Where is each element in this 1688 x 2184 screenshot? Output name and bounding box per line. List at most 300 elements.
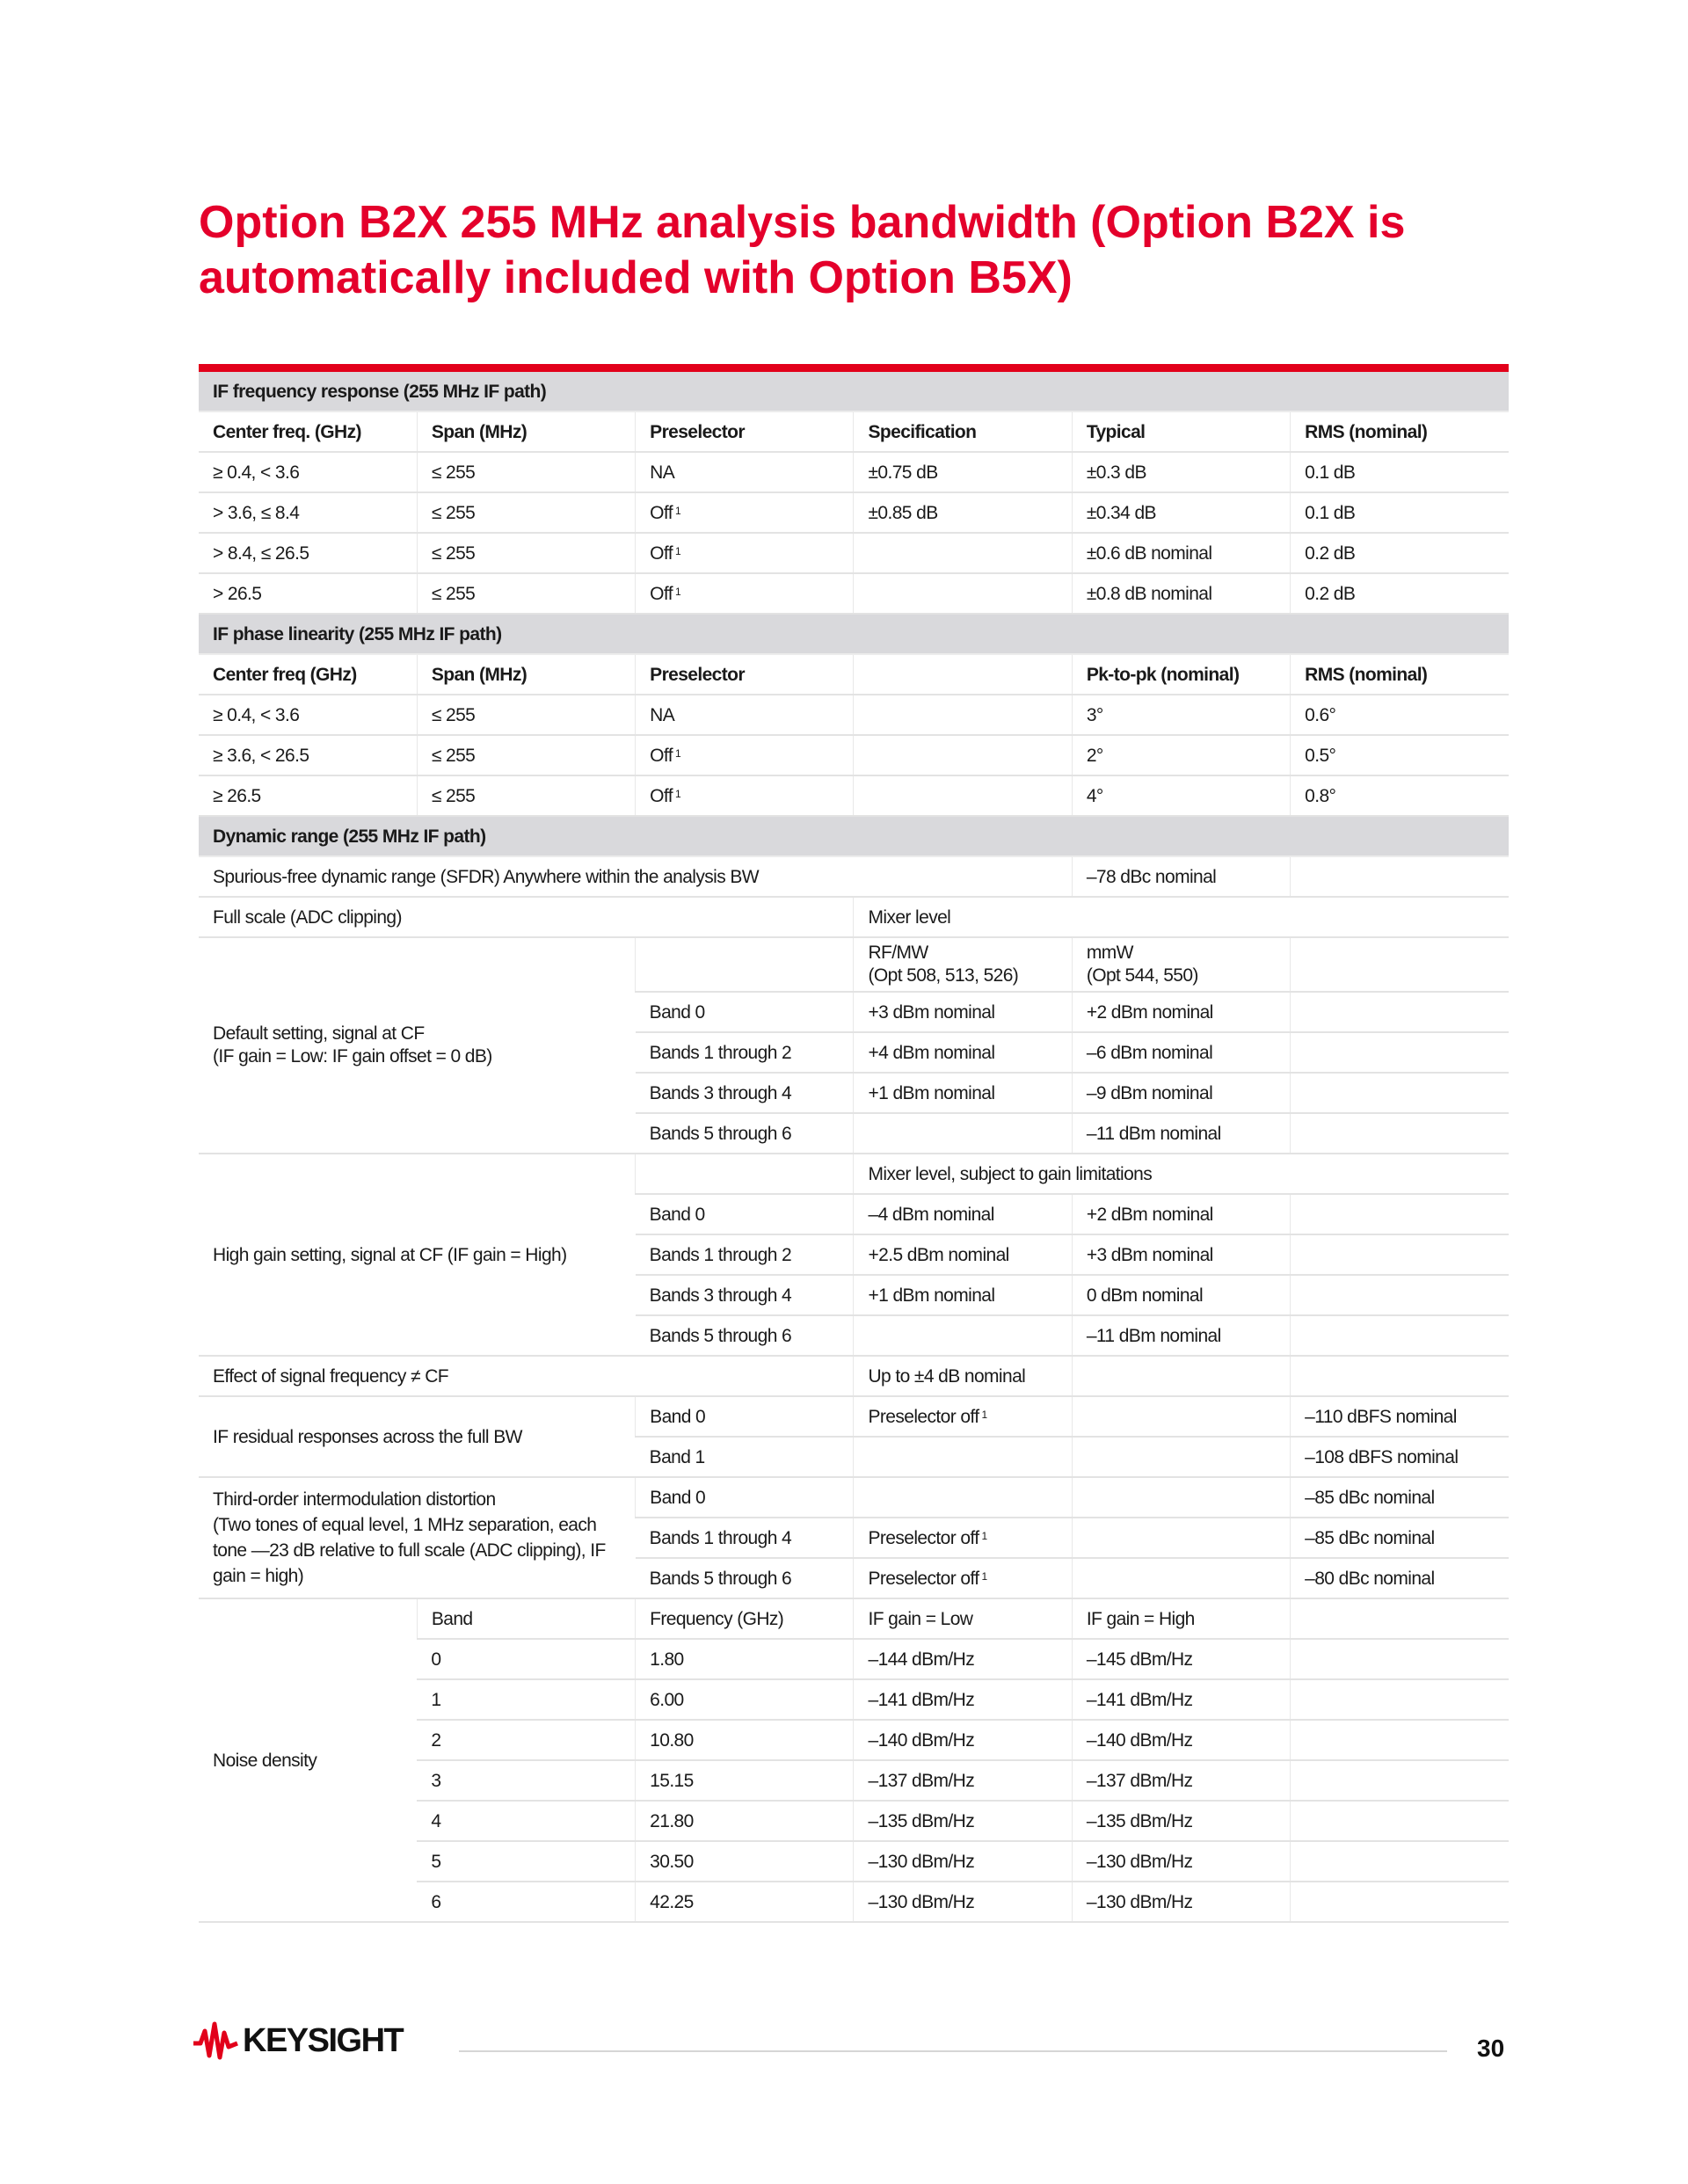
- cell-text: +3 dBm nominal: [1086, 1244, 1213, 1265]
- cell-text: –141 dBm/Hz: [868, 1689, 975, 1710]
- cell-text: 21.80: [650, 1810, 694, 1831]
- table-cell: [417, 1679, 635, 1720]
- cell-text: ±0.8 dB nominal: [1086, 583, 1212, 604]
- cell-text: –137 dBm/Hz: [1086, 1770, 1193, 1791]
- table-cell: [1291, 492, 1509, 533]
- cell-text: Off: [650, 785, 673, 806]
- table-cell: [1072, 775, 1290, 816]
- cell-text: IF gain = High: [1086, 1608, 1195, 1629]
- table-cell: [854, 1882, 1072, 1922]
- footnote-mark: 1: [674, 585, 681, 598]
- table-cell: [1291, 1275, 1509, 1315]
- cell-text: –140 dBm/Hz: [1086, 1729, 1193, 1751]
- cell-text: Full scale (ADC clipping): [213, 906, 402, 928]
- cell-text: > 26.5: [213, 583, 262, 604]
- table-cell: [854, 1801, 1072, 1841]
- cell-text: 3: [431, 1770, 441, 1791]
- cell-text: NA: [650, 704, 675, 725]
- table-cell: [854, 492, 1072, 533]
- footnote-mark: 1: [981, 1569, 987, 1583]
- cell-text: ≤ 255: [431, 462, 476, 483]
- title-rule: [199, 364, 1509, 372]
- table-cell: [1072, 1315, 1290, 1356]
- cell-text: ≥ 26.5: [213, 785, 261, 806]
- cell-text: –141 dBm/Hz: [1086, 1689, 1193, 1710]
- cell-text: 0.6°: [1305, 704, 1336, 725]
- cell-text: –130 dBm/Hz: [1086, 1851, 1193, 1872]
- cell-text: > 8.4, ≤ 26.5: [213, 542, 309, 564]
- table-cell: [636, 533, 854, 573]
- table-cell: [1072, 533, 1290, 573]
- cell-text: ≤ 255: [431, 785, 476, 806]
- cell-text: 2: [431, 1729, 441, 1751]
- table-cell: [1291, 1356, 1509, 1396]
- table-cell: [199, 735, 417, 775]
- cell-text: +1 dBm nominal: [868, 1082, 995, 1103]
- table-cell: [417, 452, 635, 492]
- cell-text: ±0.6 dB nominal: [1086, 542, 1212, 564]
- table-cell: [1291, 411, 1509, 452]
- table-cell: [854, 411, 1072, 452]
- table-row: [199, 856, 1509, 897]
- cell-text: –6 dBm nominal: [1086, 1042, 1213, 1063]
- table-cell: [1072, 1032, 1290, 1073]
- table-cell: [854, 695, 1072, 735]
- table-cell: [1291, 992, 1509, 1032]
- brand-name: KEYSIGHT: [243, 2021, 404, 2059]
- cell-text: High gain setting, signal at CF (IF gain = High): [213, 1244, 567, 1265]
- cell-text-2: (IF gain = Low: IF gain offset = 0 dB): [213, 1046, 492, 1067]
- table-cell: [199, 1598, 417, 1922]
- table-cell: [636, 937, 854, 992]
- cell-text: 10.80: [650, 1729, 694, 1751]
- table-cell: [854, 1477, 1072, 1518]
- table-cell: [854, 1518, 1072, 1558]
- table-cell: [199, 1356, 854, 1396]
- table-row: [199, 452, 1509, 492]
- table-cell: [636, 1032, 854, 1073]
- cell-text: ±0.34 dB: [1086, 502, 1156, 523]
- cell-text: Mixer level, subject to gain limitations: [868, 1163, 1153, 1184]
- table-cell: [199, 1477, 636, 1598]
- table-cell: [636, 1194, 854, 1234]
- cell-text: Off: [650, 542, 673, 564]
- cell-text-2: (Opt 508, 513, 526): [868, 965, 1019, 986]
- section-header: [199, 372, 1509, 411]
- cell-text: Third-order intermodulation distortion: [213, 1489, 496, 1510]
- table-cell: [417, 735, 635, 775]
- table-cell: [1072, 1437, 1290, 1477]
- section-title: IF frequency response (255 MHz IF path): [213, 381, 547, 402]
- footnote-mark: 1: [981, 1529, 987, 1542]
- table-cell: [1072, 573, 1290, 614]
- cell-text: 4: [431, 1810, 441, 1831]
- cell-text: ≥ 3.6, < 26.5: [213, 745, 309, 766]
- table-row: [199, 775, 1509, 816]
- header-row: [199, 411, 1509, 452]
- table-cell: [1291, 1518, 1509, 1558]
- table-cell: [1072, 1882, 1290, 1922]
- table-cell: [1291, 1194, 1509, 1234]
- table-cell: [636, 1073, 854, 1113]
- cell-text: –110 dBFS nominal: [1305, 1406, 1457, 1427]
- cell-text: Bands 1 through 2: [649, 1042, 792, 1063]
- cell-text: Bands 1 through 4: [649, 1527, 792, 1548]
- table-row: [199, 695, 1509, 735]
- table-cell: [854, 1598, 1072, 1639]
- table-cell: [199, 937, 636, 1154]
- table-cell: [636, 1518, 854, 1558]
- table-cell: [1072, 1234, 1290, 1275]
- table-cell: [1291, 1032, 1509, 1073]
- table-cell: [854, 897, 1509, 937]
- cell-text: Band: [431, 1608, 473, 1629]
- cell-text: Off: [650, 745, 673, 766]
- table-cell: [1291, 1679, 1509, 1720]
- table-cell: [417, 533, 635, 573]
- cell-text: > 3.6, ≤ 8.4: [213, 502, 300, 523]
- table-cell: [1072, 1275, 1290, 1315]
- table-row: [199, 1598, 1509, 1639]
- table-cell: [636, 1639, 854, 1679]
- table-cell: [1072, 992, 1290, 1032]
- cell-text: +1 dBm nominal: [868, 1285, 995, 1306]
- table-cell: [1072, 1760, 1290, 1801]
- table-cell: [636, 1598, 854, 1639]
- cell-text: Bands 1 through 2: [649, 1244, 792, 1265]
- cell-text: –85 dBc nominal: [1305, 1487, 1435, 1508]
- cell-text: –4 dBm nominal: [868, 1204, 994, 1225]
- table-row: [199, 897, 1509, 937]
- table-cell: [636, 1558, 854, 1598]
- cell-text: ≤ 255: [431, 583, 476, 604]
- table-cell: [199, 411, 417, 452]
- column-header: Span (MHz): [431, 664, 528, 685]
- table-cell: [1291, 937, 1509, 992]
- cell-text: Frequency (GHz): [650, 1608, 784, 1629]
- cell-text-2: (Opt 544, 550): [1086, 965, 1198, 986]
- table-cell: [1072, 695, 1290, 735]
- table-row: [199, 492, 1509, 533]
- cell-text-2: (Two tones of equal level, 1 MHz separation, each tone —23 dB relative to full scale (ADC clipping), IF gain = high): [213, 1515, 606, 1586]
- section-header: [199, 614, 1509, 654]
- cell-text: 0.1 dB: [1305, 502, 1356, 523]
- cell-text: Off: [650, 502, 673, 523]
- column-header: Span (MHz): [431, 421, 528, 442]
- table-cell: [1291, 1801, 1509, 1841]
- table-cell: [199, 372, 1509, 411]
- table-cell: [1291, 1315, 1509, 1356]
- table-cell: [636, 1882, 854, 1922]
- table-cell: [1072, 1477, 1290, 1518]
- column-header: Preselector: [650, 664, 745, 685]
- table-cell: [636, 1113, 854, 1154]
- table-cell: [1291, 1598, 1509, 1639]
- table-cell: [854, 1356, 1072, 1396]
- table-cell: [1072, 735, 1290, 775]
- cell-text: Off: [650, 583, 673, 604]
- table-cell: [417, 1841, 635, 1882]
- table-cell: [854, 1234, 1072, 1275]
- table-cell: [854, 1315, 1072, 1356]
- table-cell: [854, 1437, 1072, 1477]
- table-cell: [1072, 1396, 1290, 1437]
- table-cell: [1291, 1841, 1509, 1882]
- cell-text: –145 dBm/Hz: [1086, 1649, 1193, 1670]
- section-header: [199, 816, 1509, 856]
- table-cell: [199, 1396, 636, 1477]
- table-cell: [417, 695, 635, 735]
- table-cell: [636, 775, 854, 816]
- table-cell: [1072, 1113, 1290, 1154]
- footnote-mark: 1: [674, 787, 681, 800]
- cell-text: +2.5 dBm nominal: [868, 1244, 1009, 1265]
- table-cell: [1072, 1558, 1290, 1598]
- table-cell: [854, 1073, 1072, 1113]
- table-cell: [854, 992, 1072, 1032]
- table-cell: [636, 1437, 854, 1477]
- cell-text: 0.2 dB: [1305, 583, 1356, 604]
- cell-text: NA: [650, 462, 675, 483]
- table-cell: [636, 1396, 854, 1437]
- table-cell: [1291, 533, 1509, 573]
- table-cell: [417, 411, 635, 452]
- cell-text: Band 1: [649, 1446, 705, 1467]
- column-header: RMS (nominal): [1305, 421, 1428, 442]
- table-row: [199, 533, 1509, 573]
- cell-text: 0: [431, 1649, 441, 1670]
- table-cell: [417, 492, 635, 533]
- section-title: Dynamic range (255 MHz IF path): [213, 826, 486, 847]
- footnote-mark: 1: [674, 544, 681, 557]
- table-cell: [1072, 1801, 1290, 1841]
- table-cell: [199, 452, 417, 492]
- table-cell: [854, 1558, 1072, 1598]
- table-cell: [1291, 1477, 1509, 1518]
- table-cell: [636, 1315, 854, 1356]
- table-cell: [1072, 856, 1290, 897]
- cell-text: ±0.75 dB: [868, 462, 938, 483]
- cell-text: Default setting, signal at CF: [213, 1023, 425, 1044]
- table-cell: [636, 735, 854, 775]
- page-title: Option B2X 255 MHz analysis bandwidth (Option B2X is automatically included with Option B5X): [199, 197, 1406, 303]
- cell-text: 15.15: [650, 1770, 694, 1791]
- cell-text: +4 dBm nominal: [868, 1042, 995, 1063]
- cell-text: Up to ±4 dB nominal: [868, 1365, 1026, 1387]
- cell-text: Bands 3 through 4: [649, 1082, 792, 1103]
- table-cell: [636, 1760, 854, 1801]
- cell-text: 6.00: [650, 1689, 684, 1710]
- table-cell: [636, 452, 854, 492]
- cell-text: ≥ 0.4, < 3.6: [213, 704, 300, 725]
- table-cell: [854, 937, 1072, 992]
- section-title: IF phase linearity (255 MHz IF path): [213, 623, 502, 644]
- table-cell: [854, 1194, 1072, 1234]
- table-cell: [1072, 1518, 1290, 1558]
- table-cell: [636, 573, 854, 614]
- table-cell: [1291, 1639, 1509, 1679]
- table-cell: [636, 1720, 854, 1760]
- table-cell: [1072, 1639, 1290, 1679]
- cell-text: –130 dBm/Hz: [1086, 1891, 1193, 1912]
- cell-text: 0 dBm nominal: [1086, 1285, 1204, 1306]
- table-cell: [1291, 1113, 1509, 1154]
- cell-text: Band 0: [649, 1001, 705, 1023]
- table-cell: [854, 1760, 1072, 1801]
- table-cell: [854, 533, 1072, 573]
- cell-text: 0.5°: [1305, 745, 1336, 766]
- table-cell: [1291, 1882, 1509, 1922]
- table-cell: [636, 492, 854, 533]
- cell-text: –137 dBm/Hz: [868, 1770, 975, 1791]
- cell-text: –135 dBm/Hz: [868, 1810, 975, 1831]
- table-cell: [1072, 1841, 1290, 1882]
- table-cell: [854, 1032, 1072, 1073]
- keysight-wave-icon: [192, 2020, 239, 2061]
- table-cell: [1072, 452, 1290, 492]
- table-cell: [854, 1154, 1509, 1194]
- table-cell: [199, 654, 417, 695]
- keysight-logo: [192, 2020, 403, 2061]
- cell-text: ≤ 255: [431, 502, 476, 523]
- table-cell: [1291, 654, 1509, 695]
- header-row: [199, 654, 1509, 695]
- cell-text: Bands 5 through 6: [649, 1568, 792, 1589]
- cell-text: Spurious-free dynamic range (SFDR) Anywhere within the analysis BW: [213, 866, 759, 887]
- cell-text: mmW: [1086, 943, 1133, 963]
- table-cell: [417, 654, 635, 695]
- cell-text: –130 dBm/Hz: [868, 1851, 975, 1872]
- cell-text: Band 0: [650, 1406, 706, 1427]
- cell-text: Noise density: [213, 1750, 317, 1771]
- table-row: [199, 1154, 1509, 1194]
- cell-text: 0.8°: [1305, 785, 1336, 806]
- column-header: Center freq. (GHz): [213, 421, 361, 442]
- table-cell: [1291, 1396, 1509, 1437]
- table-cell: [1291, 775, 1509, 816]
- cell-text: ±0.3 dB: [1086, 462, 1146, 483]
- table-cell: [636, 654, 854, 695]
- table-cell: [199, 897, 854, 937]
- table-cell: [636, 1477, 854, 1518]
- cell-text: 30.50: [650, 1851, 694, 1872]
- table-cell: [636, 992, 854, 1032]
- cell-text: RF/MW: [868, 943, 928, 963]
- footnote-mark: 1: [674, 746, 681, 760]
- table-cell: [854, 1679, 1072, 1720]
- table-cell: [417, 573, 635, 614]
- table-cell: [1072, 1194, 1290, 1234]
- table-cell: [636, 1275, 854, 1315]
- column-header: Typical: [1086, 421, 1146, 442]
- cell-text: ≤ 255: [431, 745, 476, 766]
- table-row: [199, 573, 1509, 614]
- table-cell: [1072, 654, 1290, 695]
- table-cell: [854, 1841, 1072, 1882]
- table-cell: [1291, 856, 1509, 897]
- table-cell: [1072, 1679, 1290, 1720]
- cell-text: Band 0: [649, 1204, 705, 1225]
- cell-text: 42.25: [650, 1891, 694, 1912]
- footnote-mark: 1: [981, 1408, 987, 1421]
- table-row: [199, 1356, 1509, 1396]
- column-header: Pk-to-pk (nominal): [1086, 664, 1240, 685]
- column-header: Center freq (GHz): [213, 664, 357, 685]
- table-cell: [636, 411, 854, 452]
- table-row: [199, 735, 1509, 775]
- cell-text: –140 dBm/Hz: [868, 1729, 975, 1751]
- table-cell: [854, 1396, 1072, 1437]
- table-cell: [1291, 573, 1509, 614]
- cell-text: ≥ 0.4, < 3.6: [213, 462, 300, 483]
- table-cell: [636, 1801, 854, 1841]
- footnote-mark: 1: [674, 504, 681, 517]
- cell-text: –85 dBc nominal: [1305, 1527, 1435, 1548]
- cell-text: ≤ 255: [431, 704, 476, 725]
- cell-text: 1.80: [650, 1649, 684, 1670]
- table-cell: [854, 452, 1072, 492]
- table-row: [199, 937, 1509, 992]
- cell-text: IF residual responses across the full BW: [213, 1426, 522, 1447]
- column-header: RMS (nominal): [1305, 664, 1428, 685]
- cell-text: 5: [431, 1851, 441, 1872]
- table-cell: [417, 1801, 635, 1841]
- table-cell: [1291, 1558, 1509, 1598]
- table-cell: [1291, 1437, 1509, 1477]
- table-cell: [417, 1598, 635, 1639]
- cell-text: 0.1 dB: [1305, 462, 1356, 483]
- cell-text: +2 dBm nominal: [1086, 1204, 1213, 1225]
- cell-text: –9 dBm nominal: [1086, 1082, 1213, 1103]
- table-cell: [1072, 492, 1290, 533]
- cell-text: Bands 3 through 4: [649, 1285, 792, 1306]
- table-cell: [854, 1720, 1072, 1760]
- table-cell: [854, 1275, 1072, 1315]
- cell-text: –80 dBc nominal: [1305, 1568, 1435, 1589]
- cell-text: 4°: [1086, 785, 1103, 806]
- table-cell: [854, 573, 1072, 614]
- footer-divider: [459, 2050, 1447, 2052]
- table-cell: [199, 775, 417, 816]
- table-cell: [199, 816, 1509, 856]
- table-row: [199, 1396, 1509, 1437]
- table-cell: [1291, 1234, 1509, 1275]
- cell-text: –108 dBFS nominal: [1305, 1446, 1459, 1467]
- table-cell: [1291, 452, 1509, 492]
- table-cell: [1291, 735, 1509, 775]
- cell-text: –144 dBm/Hz: [868, 1649, 975, 1670]
- cell-text: –130 dBm/Hz: [868, 1891, 975, 1912]
- cell-text: ≤ 255: [431, 542, 476, 564]
- column-header: Preselector: [650, 421, 745, 442]
- table-cell: [1072, 1073, 1290, 1113]
- cell-text: 0.2 dB: [1305, 542, 1356, 564]
- cell-text: –11 dBm nominal: [1086, 1123, 1221, 1144]
- table-cell: [854, 654, 1072, 695]
- table-cell: [199, 492, 417, 533]
- cell-text: Bands 5 through 6: [649, 1325, 792, 1346]
- cell-text: Band 0: [650, 1487, 706, 1508]
- cell-text: Preselector off: [868, 1568, 979, 1589]
- cell-text: 6: [431, 1891, 441, 1912]
- table-cell: [199, 573, 417, 614]
- spec-table: [199, 372, 1509, 1923]
- table-cell: [854, 1113, 1072, 1154]
- table-cell: [1291, 1720, 1509, 1760]
- table-cell: [636, 1679, 854, 1720]
- table-cell: [417, 1882, 635, 1922]
- table-cell: [854, 735, 1072, 775]
